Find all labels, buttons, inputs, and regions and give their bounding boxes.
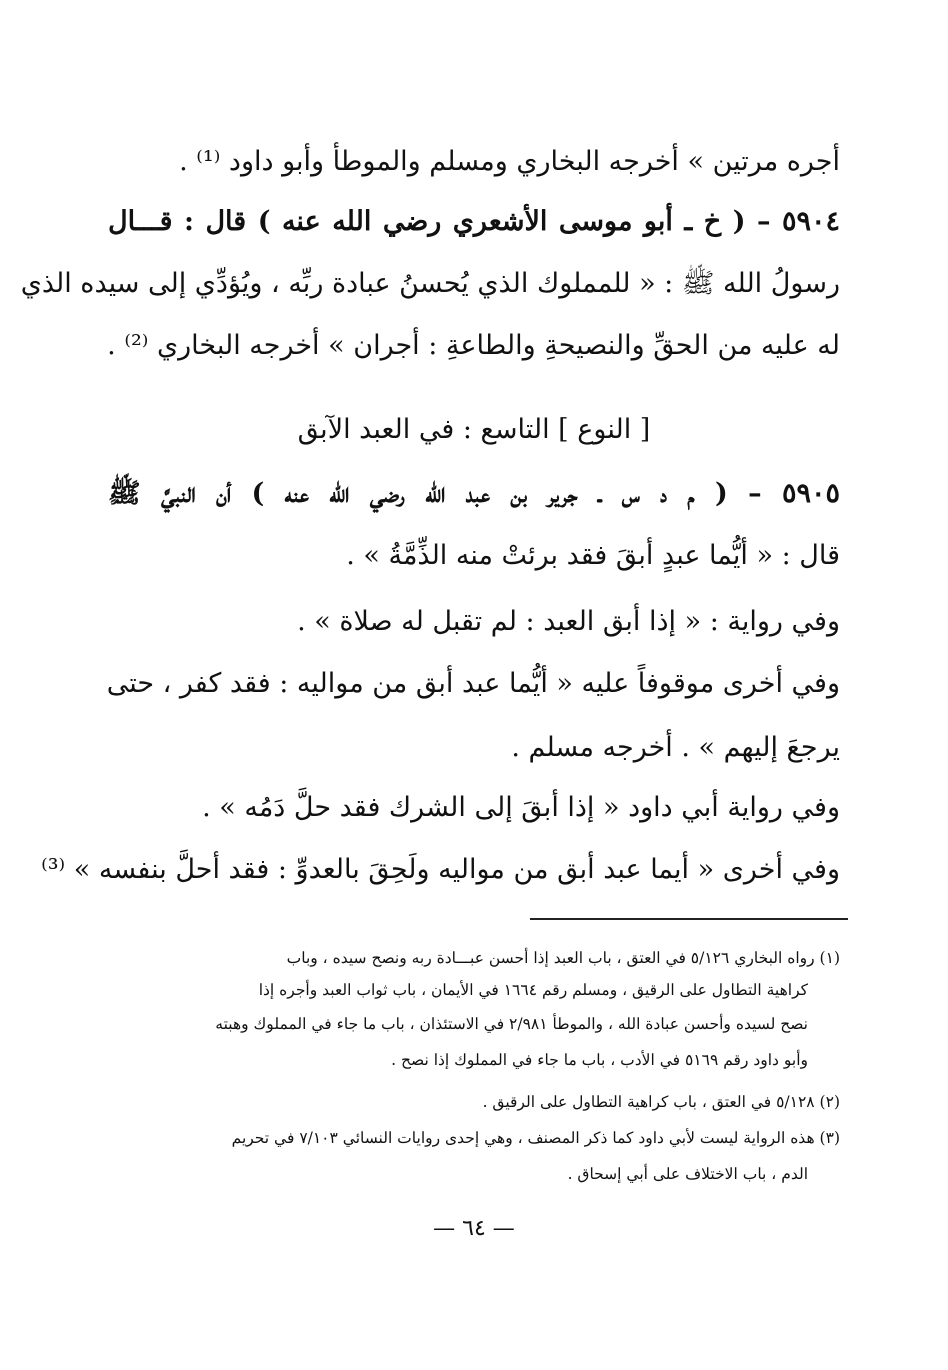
hadith-5904-header: ٥٩٠٤ – ( خ ـ أبو موسى الأشعري رضي الله عنه ) قال : قـــال [108,206,840,237]
footnote-2: (٢) ٥/١٢٨ في العتق ، باب كراهية التطاول على الرقيق . [482,1093,840,1111]
text-line-11: وفي أخرى « أيما عبد أبق من مواليه ولَحِقَ بالعدوِّ : فقد أحلَّ بنفسه » ⁽³⁾ [41,854,840,885]
footnote-divider [530,918,848,920]
footnote-3-line-1: (٣) هذه الرواية ليست لأبي داود كما ذكر المصنف ، وهي إحدى روايات النسائي ٧/١٠٣ في تحريم [231,1129,840,1147]
footnote-1-line-4: وأبو داود رقم ٥١٦٩ في الأدب ، باب ما جاء في المملوك إذا نصح . [391,1051,808,1069]
section-heading: [ النوع ] التاسع : في العبد الآبق [297,414,651,445]
footnote-3-line-2: الدم ، باب الاختلاف على أبي إسحاق . [567,1165,808,1183]
footnote-1-line-1: (١) رواه البخاري ٥/١٢٦ في العتق ، باب العبد إذا أحسن عبـــادة ربه ونصح سيده ، وباب [286,949,840,967]
text-line-9: يرجعَ إليهم » . أخرجه مسلم . [511,732,840,763]
text-line-4: له عليه من الحقِّ والنصيحةِ والطاعةِ : أجران » أخرجه البخاري ⁽²⁾ . [107,330,840,361]
text-line-8: وفي أخرى موقوفاً عليه « أيُّما عبد أبق من مواليه : فقد كفر ، حتى [106,668,840,699]
footnote-1-line-2: كراهية التطاول على الرقيق ، ومسلم رقم ١٦٦٤ في الأيمان ، باب ثواب العبد وأجره إذا [258,981,808,999]
text-line-3: رسولُ الله ﷺ : « للمملوك الذي يُحسنُ عبادة ربِّه ، ويُؤدِّي إلى سيده الذي [20,268,840,299]
hadith-5905-header: ٥٩٠٥ – ( م د س ـ جرير بن عبد الله رضي الله عنه ) أن النبيَّ ﷺ [108,478,840,509]
text-line-6: قال : « أيُّما عبدٍ أبقَ فقد برئتْ منه الذِّمَّةُ » . [346,540,840,571]
footnote-1-line-3: نصح لسيده وأحسن عبادة الله ، والموطأ ٢/٩٨١ في الاستئذان ، باب ما جاء في المملوك وهبته [215,1015,808,1033]
text-line-7: وفي رواية : « إذا أبق العبد : لم تقبل له صلاة » . [297,606,840,637]
text-line-1: أجره مرتين » أخرجه البخاري ومسلم والموطأ وأبو داود ⁽¹⁾ . [179,146,840,177]
text-line-10: وفي رواية أبي داود « إذا أبقَ إلى الشرك فقد حلَّ دَمُه » . [202,792,840,823]
page-number: — ٦٤ — [433,1216,515,1241]
